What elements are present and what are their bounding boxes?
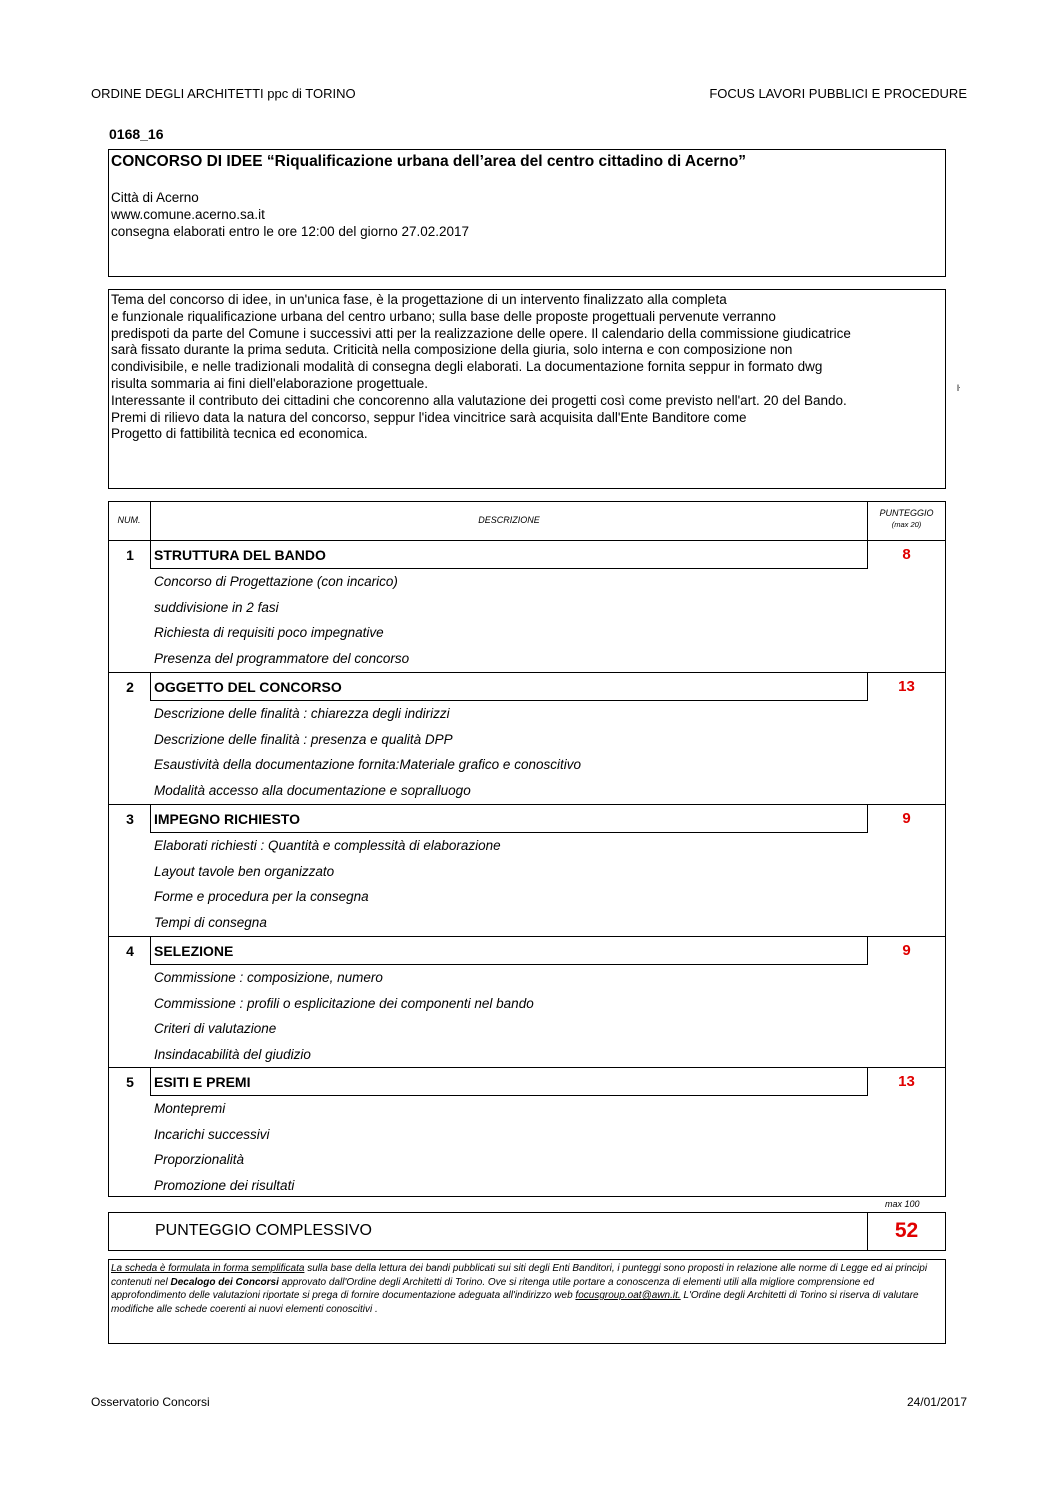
col-score-header: PUNTEGGIO (879, 508, 934, 518)
section-number: 4 (126, 943, 134, 959)
criterion-item: Presenza del programmatore del concorso (154, 650, 410, 666)
description-line: condivisibile, e nelle tradizionali modalità di consegna degli elaborati. La documentazione fornita seppur in formato dwg (111, 359, 823, 375)
col-desc-header: DESCRIZIONE (478, 515, 540, 525)
section-title: OGGETTO DEL CONCORSO (154, 679, 342, 695)
total-label: PUNTEGGIO COMPLESSIVO (155, 1222, 372, 1239)
section-title: IMPEGNO RICHIESTO (154, 811, 300, 827)
criterion-item: Tempi di consegna (154, 914, 267, 930)
description-line: predispoti da parte del Comune i successivi atti per la realizzazione delle opere. Il calendario della commissione giudicatrice (111, 325, 851, 341)
section-title: ESITI E PREMI (154, 1074, 251, 1090)
header-org: ORDINE DEGLI ARCHITETTI ppc di TORINO (91, 86, 356, 101)
col-num-header: NUM. (117, 515, 141, 525)
criterion-item: Criteri di valutazione (154, 1021, 277, 1036)
description-line: risulta sommaria ai fini diell'elaborazione progettuale. (111, 376, 428, 391)
col-score-subheader: (max 20) (891, 520, 922, 529)
note-lead: La scheda è formulata in forma semplificata (111, 1263, 305, 1274)
criterion-item: Proporzionalità (154, 1152, 245, 1167)
section-number: 2 (126, 679, 134, 695)
description-line: Progetto di fattibilità tecnica ed economica. (111, 426, 368, 442)
criterion-item: Commissione : composizione, numero (154, 970, 383, 985)
section-title: SELEZIONE (154, 943, 234, 959)
footer-observatory: Osservatorio Concorsi (91, 1395, 210, 1409)
section-score: 9 (902, 810, 911, 827)
criterion-item: Modalità accesso alla documentazione e sopralluogo (154, 782, 471, 798)
description-line: e funzionale riqualificazione urbana del centro urbano; sulla base delle proposte progettuali pervenute verranno (111, 308, 776, 324)
description-line: sarà fissato durante la prima seduta. Criticità nella composizione della giuria, solo interna e con composizione non (111, 342, 793, 358)
description-line: Tema del concorso di idee, in un'unica fase, è la progettazione di un intervento finalizzato alla completa (111, 292, 727, 307)
info-city: Città di Acerno (111, 190, 199, 205)
criterion-item: Concorso di Progettazione (con incarico) (154, 574, 398, 589)
section-score: 13 (898, 1073, 915, 1090)
competition-title: CONCORSO DI IDEE “Riqualificazione urbana dell’area del centro cittadino di Acerno” (111, 153, 747, 170)
criterion-item: Insindacabilità del giudizio (154, 1046, 311, 1062)
criterion-item: Montepremi (154, 1101, 226, 1116)
note-text-2: approvato dall'Ordine degli Architetti di Torino. Ove si ritenga utile portare a conoscenza di elementi utili alla migliore comprensione ed approfondimento delle valutazioni riportate si prega di fornire documentazione adeguata all'indirizzo web (111, 1276, 875, 1301)
criterion-item: Forme e procedura per la consegna (154, 889, 369, 904)
criterion-item: Descrizione delle finalità : presenza e qualità DPP (154, 731, 453, 747)
total-score: 52 (894, 1219, 919, 1242)
note-email-link[interactable]: focusgroup.oat@awn.it. (575, 1290, 681, 1301)
info-deadline: consegna elaborati entro le ore 12:00 del giorno 27.02.2017 (111, 224, 470, 239)
record-code: 0168_16 (109, 126, 164, 142)
section-score: 9 (902, 942, 911, 959)
criterion-item: Layout tavole ben organizzato (154, 863, 335, 879)
description-line: Premi di rilievo data la natura del concorso, seppur l'idea vincitrice sarà acquisita dall'Ente Banditore come (111, 409, 747, 425)
header-focus: FOCUS LAVORI PUBBLICI E PROCEDURE (709, 86, 967, 101)
note-decalogo: Decalogo dei Concorsi (170, 1276, 279, 1288)
criterion-item: Esaustività della documentazione fornita:Materiale grafico e conoscitivo (154, 757, 581, 772)
section-title: STRUTTURA DEL BANDO (154, 547, 326, 563)
max-label: max 100 (885, 1199, 920, 1209)
criterion-item: Commissione : profili o esplicitazione dei componenti nel bando (154, 995, 534, 1011)
criterion-item: Elaborati richiesti : Quantità e complessità di elaborazione (154, 838, 501, 853)
description-line: Interessante il contributo dei cittadini che concorenno alla valutazione dei progetti così come previsto nell'art. 20 del Bando. (111, 392, 847, 408)
footer-date: 24/01/2017 (906, 1395, 967, 1409)
note-text-3: L'Ordine degli Architetti di Torino si riserva di valutare modifiche alle schede coerenti ai nuovi elementi conoscitivi . (111, 1290, 919, 1315)
margin-mark: ŀ (957, 383, 961, 393)
info-website: www.comune.acerno.sa.it (111, 207, 265, 222)
section-number: 3 (126, 811, 134, 827)
criterion-item: Promozione dei risultati (154, 1177, 295, 1193)
section-score: 8 (902, 546, 911, 563)
section-number: 5 (126, 1074, 134, 1090)
criterion-item: Incarichi successivi (154, 1126, 270, 1142)
criterion-item: Richiesta di requisiti poco impegnative (154, 625, 384, 640)
criterion-item: Descrizione delle finalità : chiarezza degli indirizzi (154, 706, 450, 721)
section-number: 1 (126, 547, 134, 563)
section-score: 13 (898, 678, 915, 695)
note-text-1: sulla base della lettura dei bandi pubblicati sui siti degli Enti Banditori, i punteggi sono proposti in relazione alle norme di Legge ed ai principi contenuti nel (111, 1263, 928, 1288)
disclaimer-note (111, 1262, 941, 1316)
criterion-item: suddivisione in 2 fasi (154, 599, 279, 615)
